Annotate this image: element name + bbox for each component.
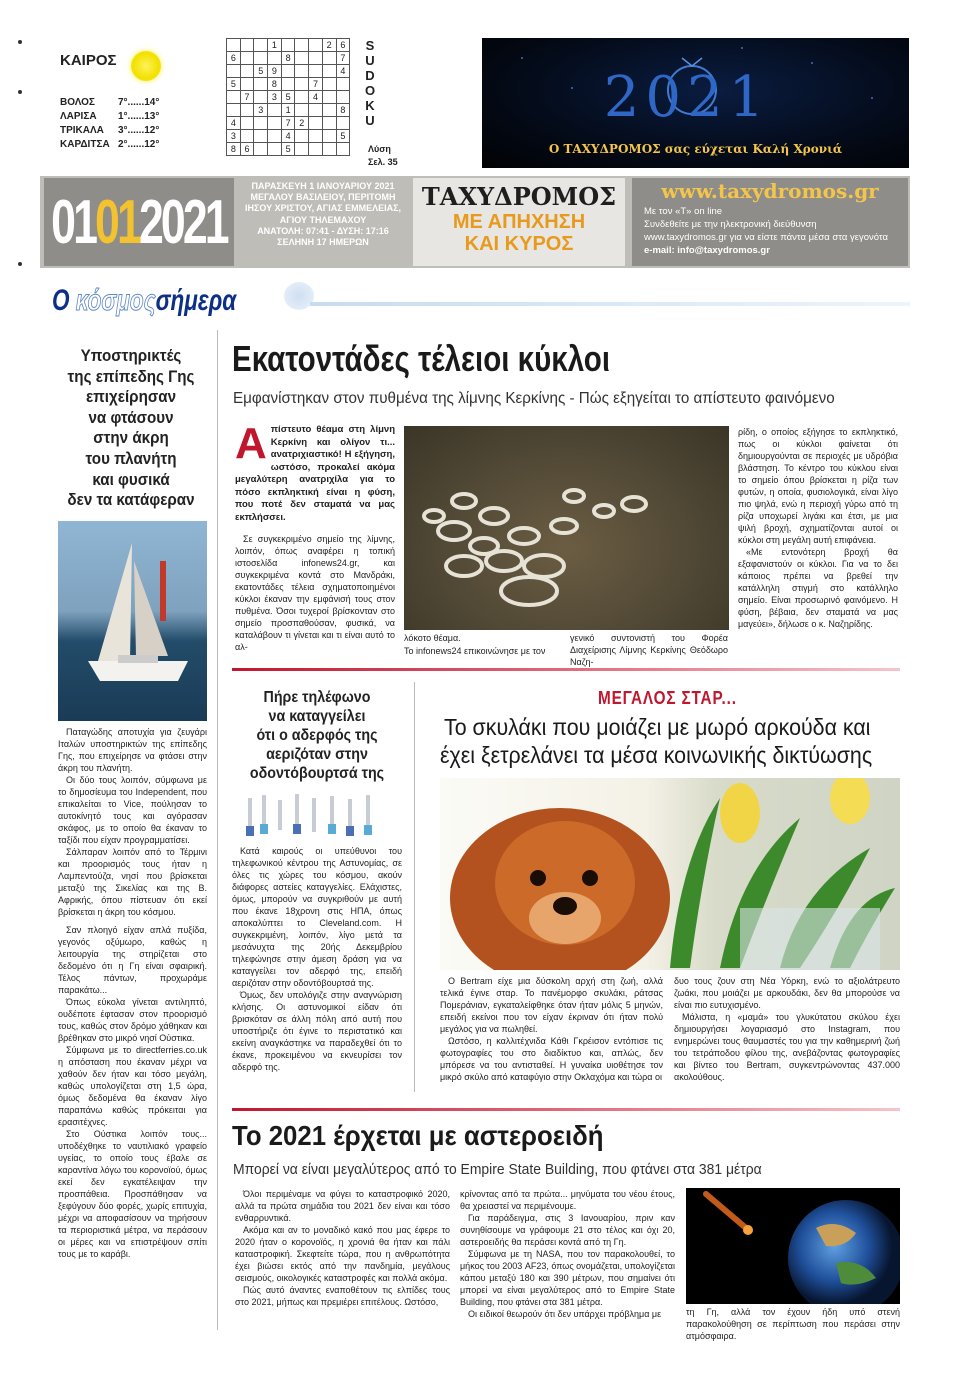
dog-rule [232,1108,900,1111]
circles-caption-3: γενικό συντονιστή του Φορέα Διαχείρισης Λίμνης Κερκίνης Θεόδωρο Ναζη- [570,633,728,667]
sudoku-cell: 9 [268,65,282,78]
dog-col-1: Ο Bertram είχε μια δύσκολη αρχή στη ζωή, αλλά τελικά έγινε σταρ. Το πανέμορφο σκυλάκι, ράτσας Πομεράνιαν, εγκαταλείφθηκε όταν ήταν μόλις 5 μηνών, επειδή εκείνοι που τον είχαν έκριναν ότι ήταν πολύ μεγάλος για να πωληθεί. Ωστόσο, η καλλιτέχνιδα Κάθι Γκρέισον εντόπισε τις φωτογραφίες του στο διαδίκτυο και, απλώς, δεν μπόρεσε να του αντισταθεί. Η γυναίκα υιοθέτησε τον μικρό σκύλο από καταφύγιο στην Οκλαχόμα και τώρα οι [440,976,663,1082]
section-o: Ο [52,284,70,317]
brush-title: Πήρε τηλέφωνο να καταγγείλει ότι ο αδερφός της αεριζόταν στην οδοντόβουρτσά της [249,689,385,782]
sudoku-cell: 3 [227,130,241,143]
sudoku-cell [336,78,350,91]
dog-col-2: δυο τους ζουν στη Νέα Υόρκη, ενώ το αξιολάτρευτο ζωάκι, που μοιάζει με αρκουδάκι, δεν θα μπορούσε να είναι πιο ευτυχισμένο. Μάλιστα, η «μαμά» του γλυκύτατου σκύλου έχει δημιουργήσει λογαριασμό στο Instagram, που ενημερώνει τους θαυμαστές του για την καθημερινή ζωή του τετράποδου φίλου της, ανεβάζοντας φωτογραφίες και βίντεο του Bertram, συγκεντρώνοντας 437.000 ακολούθους. [674,976,900,1082]
city-temp: 3°......12° [118,125,160,136]
sudoku-cell [240,117,254,130]
sudoku-cell: 4 [309,91,323,104]
asteroid-col-1: Όλοι περιμέναμε να φύγει το καταστροφικό 2020, αλλά τα πρώτα σημάδια του 2021 δεν είναι και τόσο ενθαρρυντικά. Ακόμα και αν το μοναδικό κακό που μας έφερε το 2020 ήταν ο κορονοϊός, η χρονιά θα ήταν και πάλι καταστροφική. Σκεφτείτε τώρα, που η ανθρωπότητα έχει βιώσει εκτός από την πανδημία, μεγάλους σεισμούς, οικολογικές καταστροφές και πολλά ακόμα. Πώς αυτό άναντες εναποθέτουν τις ελπίδες τους στο 2021, μήπως και πρεμιέρει επιτέλους. Ωστόσο, [235,1189,450,1307]
section-simera: σήμερα [155,284,237,317]
weather-list [60,96,180,152]
sudoku-cell: 7 [240,91,254,104]
sudoku-cell: 8 [336,104,350,117]
sudoku-cell [336,91,350,104]
sudoku-cell: 5 [227,78,241,91]
sudoku-cell [322,104,336,117]
sudoku-cell: 4 [336,65,350,78]
city-name: ΚΑΡΔΙΤΣΑ [60,139,110,150]
sudoku-cell: 1 [281,104,295,117]
sudoku-cell [309,65,323,78]
sudoku-cell [309,117,323,130]
circles-subtitle: Εμφανίστηκαν στον πυθμένα της λίμνης Κερκίνης - Πώς εξηγείται το απίστευτο φαινόμενο [233,390,835,407]
dog-photo [440,778,900,970]
sudoku-cell [268,130,282,143]
drop-cap: Α [235,419,267,468]
sudoku-cell [295,52,309,65]
sudoku-cell [268,52,282,65]
brand-slogan-2: ΚΑΙ ΚΥΡΟΣ [464,233,574,255]
date-year: 2021 [139,187,227,257]
sudoku-cell [322,91,336,104]
sudoku-cell [268,117,282,130]
asteroid-caption: τη Γη, αλλά τον έχουν ήδη υπό στενή παρακολούθηση σε περίπτωση που περάσει στην ατμόσφαιρα. [686,1307,900,1341]
sudoku-grid [226,38,350,156]
sudoku-cell [336,143,350,156]
asteroid-title: Το 2021 έρχεται με αστεροειδή [232,1120,604,1151]
toothbrush-graphic [240,790,390,840]
website-url[interactable]: www.taxydromos.gr [661,179,879,203]
circles-photo [404,426,729,630]
brush-body: Κατά καιρούς οι υπεύθυνοι του τηλεφωνικού κέντρου της Αστυνομίας, σε όλες τις χώρες του κόσμου, ακούν διάφορες αστείες καταγγελίες. Ελάχιστες, όμως, μπορούν να συγκριθούν με αυτή που έκανε 18χρονη στις ΗΠΑ, όπως αποκαλύπτει το Cleveland.com. Η συγκεκριμένη, λοιπόν, λίγο μετά τα μεσάνυχτα της 20ής Δεκεμβρίου τηλεφώνησε στην άμεση δράση για να καταγγείλει τον αδερφό της, επειδή αεριζόταν στην οδοντόβουρτσά της. Όμως, δεν υπολόγιζε στην αναγνώριση κλήσης. Οι αστυνομικοί είδαν ότι βρισκόταν σε άλλη πόλη από αυτή που υποστήριζε ότι έγινε το περιστατικό και εκείνη αναγκάστηκε να παραδεχθεί ότι το έκανε, προκειμένου να εκνευρίσει τον αδερφό της. [232,846,402,1072]
circles-body: Σε συγκεκριμένο σημείο της λίμνης, λοιπόν, όπως αναφέρει η τοπική ιστοσελίδα infonews24.gr, και συγκεκριμένα κοντά στο Μανδράκι, εκατοντάδες τέλεια σχηματοποιημένοι κύκλοι έκαναν την εμφάνισή τους στον πυθμένα. Όσοι τυχεροί βρίσκονταν στο σημείο προσπαθούσαν, φυσικά, να καταλάβουν τι γίνεται και τι είναι αυτό το αλ- [235,534,395,652]
city-temp: 1°......13° [118,111,160,122]
sudoku-cell [227,65,241,78]
section-kosmos: κόσμος [75,284,156,317]
sailboat-photo [58,521,207,721]
toothbrush-photo [240,790,390,840]
sudoku-cell: 8 [227,143,241,156]
sudoku-cell: 4 [227,117,241,130]
sudoku-cell [309,143,323,156]
sudoku-cell [295,104,309,117]
sudoku-cell: 5 [281,91,295,104]
circles-right-col: ρίδη, ο οποίος εξήγησε το εκπληκτικό, πως οι κύκλοι φαίνεται ότι δημιουργούνται σε περιοχές με υδρόβια βλάστηση. Το κέντρο του κύκλου είναι το σημείο όπου βρίσκεται η ρίζα των φυτών, η οποία, φυσιολογικά, είναι λίγο πιο ψηλά, ενώ η περιοχή γύρω από τη ρίζα υποχωρεί λιγάκι και έτσι, με μια ψιλή βροχή, σχηματίζονται αυτοί οι κύκλοι στη μεγάλη αυτή επιφάνεια. «Με εντονότερη βροχή θα εξαφανιστούν οι κύκλοι. Για να το δει κάποιος πρέπει να βρεθεί την κατάλληλη στιγμή στο κατάλληλο σημείο. Είναι προσωρινό φαινόμενο. Η φύση, βέβαια, δεν σταματά να μας μαγεύει», δήλωσε ο κ. Ναζηρίδης. [738,427,898,629]
column-divider-2 [414,682,415,1092]
margin-marks [18,40,22,44]
sun-icon [131,51,161,81]
sudoku-cell [322,117,336,130]
asteroid-photo [686,1188,900,1304]
city-name: ΒΟΛΟΣ [60,97,95,108]
sudoku-cell [227,39,241,52]
web-box: www.taxydromos.gr Με τον «Τ» on line Συνδεθείτε με την ηλεκτρονική διεύθυνση www.taxydromos.gr για να είστε πάντα μέσα στα γεγονότα e-mail: info@taxydromos.gr [632,178,908,266]
asteroid-col-2: κρίνοντας από τα πρώτα... μηνύματα του νέου έτους, θα χρειαστεί να περιμένουμε. Για παράδειγμα, στις 3 Ιανουαρίου, πριν καν συνηθίσουμε να γράφουμε 21 στο τέλος και όχι 20, αστεροειδής θα περάσει κοντά από τη Γη. Σύμφωνα με τη NASA, που τον παρακολουθεί, το μήκος του 2003 AF23, όπως ονομάζεται, υπολογίζεται κάπου μεταξύ 180 και 390 μέτρων, που σημαίνει ότι μπορεί να είναι μεγαλύτερος από το Empire State Building, που φτάνει στα 381 μέτρα. Οι ειδικοί θεωρούν ότι δεν υπάρχει πρόβλημα με [460,1189,675,1319]
circles-title: Εκατοντάδες τέλειοι κύκλοι [232,338,611,379]
sudoku-cell [254,52,268,65]
side-headline: Υποστηρικτές της επίπεδης Γης επιχείρησαν να φτάσουν στην άκρη του πλανήτη και φυσικά δεν τα κατάφεραν [67,347,195,510]
sudoku-cell [322,143,336,156]
sudoku-cell [268,143,282,156]
circles-caption-1: λόκοτο θέαμα. [404,633,461,643]
weather-box [44,38,214,163]
city-name: ΤΡΙΚΑΛΑ [60,125,104,136]
sudoku-cell: 3 [268,91,282,104]
sudoku-solution: Λύση [368,144,391,154]
sudoku-cell: 1 [268,39,282,52]
margin-marks [18,90,22,94]
sudoku-cell [295,91,309,104]
date-info: ΠΑΡΑΣΚΕΥΗ 1 ΙΑΝΟΥΑΡΙΟΥ 2021 ΜΕΓΑΛΟΥ ΒΑΣΙΛΕΙΟΥ, ΠΕΡΙΤΟΜΗ ΙΗΣΟΥ ΧΡΙΣΤΟΥ, ΑΓΙΑΣ ΕΜΜΕΛΕΙΑΣ, ΑΓΙΟΥ ΤΗΛΕΜΑΧΟΥ ΑΝΑΤΟΛΗ: 07:41 - ΔΥΣΗ: 17:16 ΣΕΛΗΝΗ 17 ΗΜΕΡΩΝ [244,181,402,248]
section-header [52,282,912,316]
asteroid-subtitle: Μπορεί να είναι μεγαλύτερος από το Empire State Building, που φτάνει στα 381 μέτρα [233,1162,762,1178]
sudoku-cell: 7 [309,78,323,91]
sudoku-cell [322,52,336,65]
sudoku-cell [254,39,268,52]
sudoku-cell [240,65,254,78]
sudoku-cell: 5 [281,143,295,156]
sudoku-cell [295,65,309,78]
sudoku-cell: 5 [336,130,350,143]
sudoku-cell: 6 [227,52,241,65]
sudoku-cell [281,78,295,91]
banner-year: 2021 [603,65,771,130]
sudoku-cell: 7 [336,52,350,65]
sudoku-cell: 8 [268,78,282,91]
sudoku-cell [254,143,268,156]
sudoku-cell [268,104,282,117]
sudoku-cell: 2 [322,39,336,52]
sudoku-cell: 6 [240,143,254,156]
margin-marks [18,262,22,266]
banner-greeting: Ο ΤΑΧΥΔΡΟΜΟΣ σας εύχεται Καλή Χρονιά [548,142,843,156]
city-temp: 7°......14° [118,97,160,108]
sudoku-cell: 8 [281,52,295,65]
sudoku-cell [281,65,295,78]
sudoku-cell [295,143,309,156]
sudoku-cell [240,78,254,91]
sudoku-cell [240,130,254,143]
sudoku-cell: 3 [254,104,268,117]
sudoku-cell: 2 [295,117,309,130]
dog-kicker: ΜΕΓΑΛΟΣ ΣΤΑΡ... [598,688,737,708]
sudoku-cell [254,130,268,143]
sudoku-cell [309,104,323,117]
city-temp: 2°......12° [118,139,160,150]
sudoku-cell: 4 [281,130,295,143]
date-box [44,178,234,266]
section-rule [310,302,910,306]
dog-title-2: έχει ξετρελάνει τα μέσα κοινωνικής δικτύωσης [440,742,873,768]
weather-title: ΚΑΙΡΟΣ [60,52,117,69]
circles-caption-2: Το infonews24 επικοινώνησε με τον [404,646,546,656]
sudoku-cell [240,39,254,52]
sudoku-cell [322,78,336,91]
sudoku-page: Σελ. 35 [368,157,398,167]
date-day: 01 [51,187,96,257]
sudoku-cell [309,130,323,143]
date-month: 01 [95,187,139,257]
brand-slogan-1: ΜΕ ΑΠΗΧΗΣΗ [452,211,586,233]
sudoku-cell [295,78,309,91]
circles-graphic [404,426,729,630]
sudoku-cell [227,104,241,117]
sudoku-cell [309,39,323,52]
sudoku-cell [240,104,254,117]
sudoku-cell: 7 [281,117,295,130]
column-divider [217,330,218,1330]
sudoku-label: SUDOKU [364,38,376,128]
sudoku-cell [309,52,323,65]
city-name: ΛΑΡΙΣΑ [60,111,97,122]
sudoku-cell [254,117,268,130]
side-body: Παταγώδης αποτυχία για ζευγάρι Ιταλών υποστηρικτών της επίπεδης Γης, που επιχείρησε να φτάσει στην άκρη του πλανήτη. Οι δύο τους λοιπόν, σύμφωνα με το δημοσίευμα του Independent, που επικαλείται το Vice, πούλησαν το αυτοκίνητό τους και αγόρασαν σκάφος, με το οποίο θα έκαναν το ταξίδι που είχαν προγραμματίσει. Σάλπαραν λοιπόν από το Τέρμινι και προορισμός τους ήταν η Λαμπεντούζα, νησί που βρίσκεται μεταξύ της Σικελίας και της Β. Αφρικής, όπου πίστευαν ότι εκεί βρίσκεται η άκρη του κόσμου. Σαν πλοηγό είχαν απλά πυξίδα, γεγονός οξύμωρο, καθώς η λειτουργία της στηρίζεται στο δεδομένο ότι η Γη είναι σφαιρική. Τέλος πάντων, προχωράμε παρακάτω... Όπως εύκολα γίνεται αντιληπτό, ουδέποτε έφτασαν στον προορισμό τους, καθώς στον δρόμο χάθηκαν και βρέθηκαν στο μικρό νησί Ούστικα. Σύμφωνα με το directferries.co.uk η απόσταση που έκαναν μέχρι να χαθούν δεν ήταν και τόσο μεγάλη, καθώς υπολογίζεται στη 1,5 ώρα, όμως δεδομένα θα έκαναν λίγο παραπάνω καθώς πρόκειται για ερασιτέχνες. Στο Ούστικα λοιπόν τους... υποδέχθηκε το ναυτιλιακό γραφείο υγείας, το οποίο τους έβαλε σε καραντίνα λόγω του κορονοϊού, όμως εκεί δεν εγκατέλειψαν την προσπάθεια. Προσπάθησαν να ξεφύγουν δύο φορές, χωρίς επιτυχία, μέχρι να αποφασίσουν να τηρήσουν τα περιοριστικά μέτρα, να περάσουν οι μέρες και να επιστρέψουν σπίτι τους με το καράβι. [58,727,207,1259]
sudoku-cell [322,130,336,143]
circles-rule [232,668,900,671]
sudoku-cell: 6 [336,39,350,52]
sudoku-cell: 5 [254,65,268,78]
sudoku-cell [227,91,241,104]
brand-name: ΤΑΧΥΔΡΟΜΟΣ [421,182,617,211]
sudoku-cell [240,52,254,65]
new-year-banner [482,38,909,168]
dog-graphic [440,778,900,970]
sudoku-cell [295,39,309,52]
earth-asteroid-graphic [686,1188,900,1304]
circles-lead: Α πίστευτο θέαμα στη λίμνη Κερκίνη και ολίγον τι... ανατριχιαστικό! Η εξήγηση, ωστόσο, προκαλεί ακόμα μεγαλύτερη ανατριχίλα για το πόσο εκπληκτική είναι η φύση, που ποτέ δεν σταματά να μας εκπλήσσει. [235,419,395,523]
sudoku-cell [254,91,268,104]
brand-box [413,178,625,266]
sudoku-cell [322,65,336,78]
sudoku-cell [281,39,295,52]
dog-title-1: Το σκυλάκι που μοιάζει με μωρό αρκούδα και [444,714,871,740]
sudoku-cell [254,78,268,91]
sudoku-cell [295,130,309,143]
sailboat-graphic [58,521,207,721]
sudoku-cell [336,117,350,130]
